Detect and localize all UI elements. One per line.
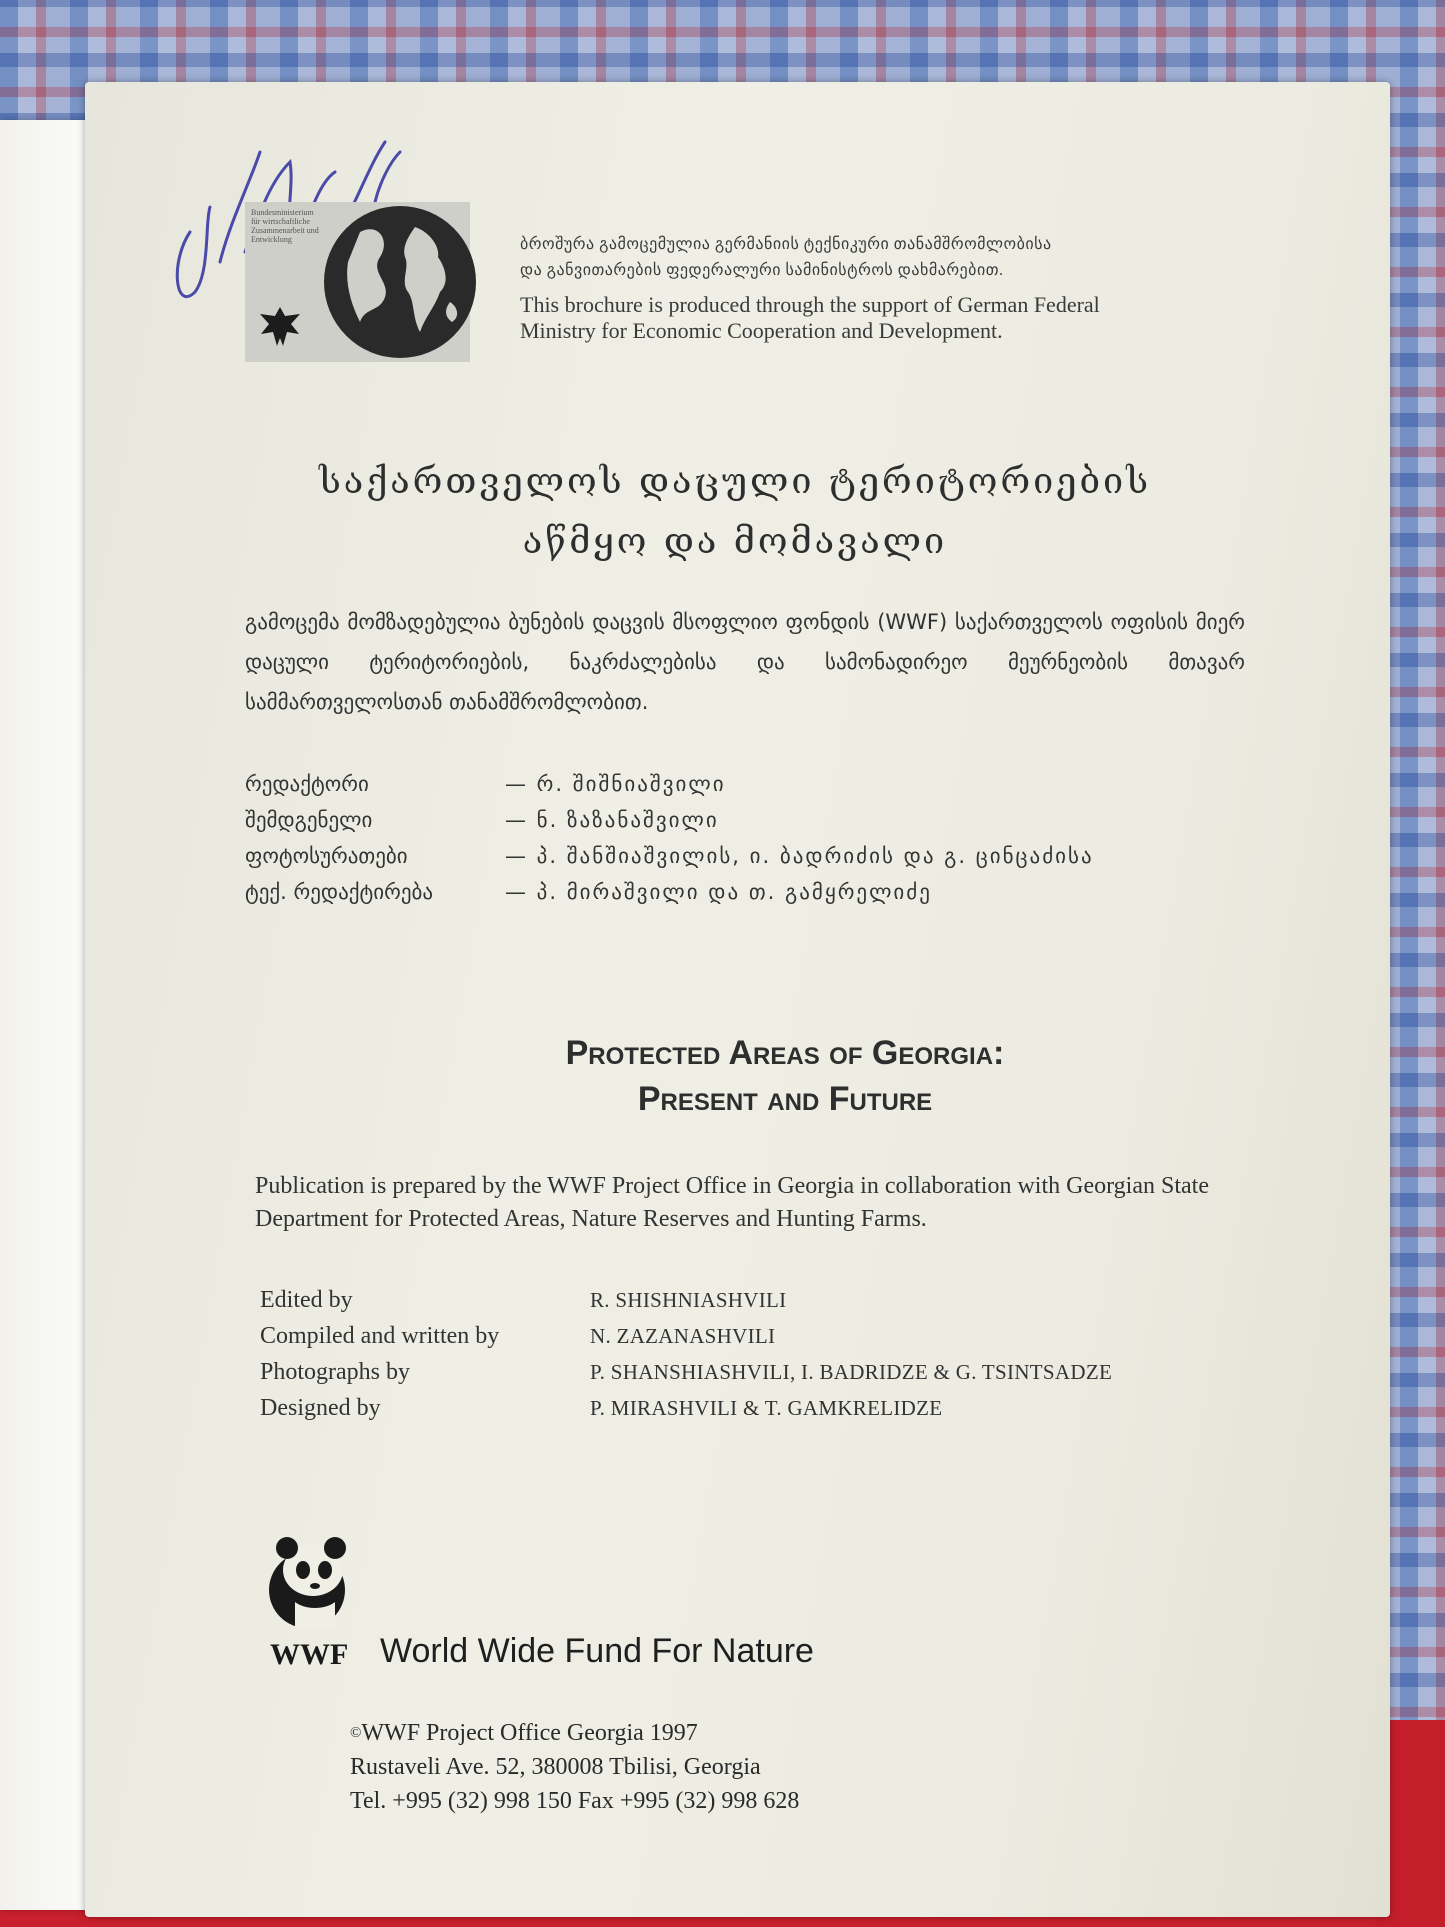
english-description: Publication is prepared by the WWF Project Office in Georgia in collaboration with Georgian State Department for Protected Areas, Nature Reserves and Hunting Farms. bbox=[255, 1173, 1209, 1232]
english-credits bbox=[260, 1282, 1260, 1426]
georgian-title-line1: საქართველოს დაცული ტერიტორიების bbox=[318, 461, 1152, 502]
english-title-line1: Protected Areas of Georgia: bbox=[565, 1034, 1005, 1072]
georgian-title bbox=[235, 452, 1235, 572]
credit-name: — პ. შანშიაშვილის, ი. ბადრიძის და გ. ცინცაძისა bbox=[505, 844, 1094, 868]
credit-name: P. MIRASHVILI & T. GAMKRELIDZE bbox=[590, 1395, 943, 1420]
credit-role: Designed by bbox=[260, 1394, 381, 1421]
wwf-wordmark: WWF bbox=[270, 1638, 349, 1671]
credit-name: N. ZAZANASHVILI bbox=[590, 1323, 776, 1348]
credit-name: P. SHANSHIASHVILI, I. BADRIDZE & G. TSINTSADZE bbox=[590, 1359, 1113, 1384]
georgian-description: გამოცემა მომზადებულია ბუნების დაცვის მსოფლიო ფონდის (WWF) საქართველოს ოფისის მიერ დაცული ტერიტორიების, ნაკრძალებისა და სამონადირეო მეურნეობის მთავარ სამმართველოსთან თანამშრომლობით. bbox=[245, 610, 1245, 714]
address-line: Rustaveli Ave. 52, 380008 Tbilisi, Georgia bbox=[350, 1754, 761, 1780]
credit-name: — ნ. ზაზანაშვილი bbox=[505, 808, 719, 832]
copyright-text: WWF Project Office Georgia 1997 bbox=[361, 1720, 698, 1746]
sponsor-note-english bbox=[520, 292, 1220, 344]
publisher-footer bbox=[350, 1716, 1150, 1818]
panda-icon bbox=[265, 1530, 355, 1630]
english-title-line2: Present and Future bbox=[637, 1080, 933, 1118]
credit-role: ფოტოსურათები bbox=[245, 844, 408, 868]
credit-row bbox=[245, 874, 1245, 910]
credit-name: R. SHISHNIASHVILI bbox=[590, 1287, 787, 1312]
credit-row bbox=[245, 838, 1245, 874]
georgian-credits bbox=[245, 766, 1245, 910]
credit-row bbox=[245, 766, 1245, 802]
credit-role: Compiled and written by bbox=[260, 1322, 500, 1349]
credit-row bbox=[260, 1282, 1260, 1318]
credit-name: — პ. მირაშვილი და თ. გამყრელიძე bbox=[505, 880, 932, 904]
sponsor-geo-line2: და განვითარების ფედერალური სამინისტროს დახმარებით. bbox=[520, 262, 1004, 279]
brochure-title-page bbox=[85, 82, 1390, 1917]
english-title bbox=[285, 1030, 1285, 1122]
credit-row bbox=[260, 1390, 1260, 1426]
sponsor-en-line2: Ministry for Economic Cooperation and Development. bbox=[520, 318, 1003, 343]
copyright-symbol: © bbox=[350, 1725, 362, 1741]
credit-role: შემდგენელი bbox=[245, 808, 373, 832]
credit-row bbox=[260, 1318, 1260, 1354]
credit-row bbox=[245, 802, 1245, 838]
credit-name: — რ. შიშნიაშვილი bbox=[505, 772, 726, 796]
sponsor-geo-line1: ბროშურა გამოცემულია გერმანიის ტექნიკური თანამშრომლობისა bbox=[520, 236, 1052, 253]
credit-role: ტექ. რედაქტირება bbox=[245, 880, 434, 904]
copyright-line bbox=[350, 1716, 1150, 1750]
globe-icon bbox=[320, 202, 480, 362]
sponsor-note-georgian bbox=[520, 232, 1220, 284]
credit-role: Edited by bbox=[260, 1286, 353, 1313]
sponsor-en-line1: This brochure is produced through the support of German Federal bbox=[520, 292, 1100, 317]
contact-line: Tel. +995 (32) 998 150 Fax +995 (32) 998 628 bbox=[350, 1788, 800, 1814]
wwf-full-name: World Wide Fund For Nature bbox=[380, 1632, 814, 1670]
credit-role: Photographs by bbox=[260, 1358, 410, 1385]
georgian-title-line2: აწმყო და მომავალი bbox=[522, 521, 948, 562]
credit-role: რედაქტორი bbox=[245, 772, 369, 796]
bmz-logo-text: Bundesministerium für wirtschaftliche Zusammenarbeit und Entwicklung bbox=[251, 208, 319, 244]
federal-eagle-icon bbox=[255, 302, 305, 352]
credit-row bbox=[260, 1354, 1260, 1390]
